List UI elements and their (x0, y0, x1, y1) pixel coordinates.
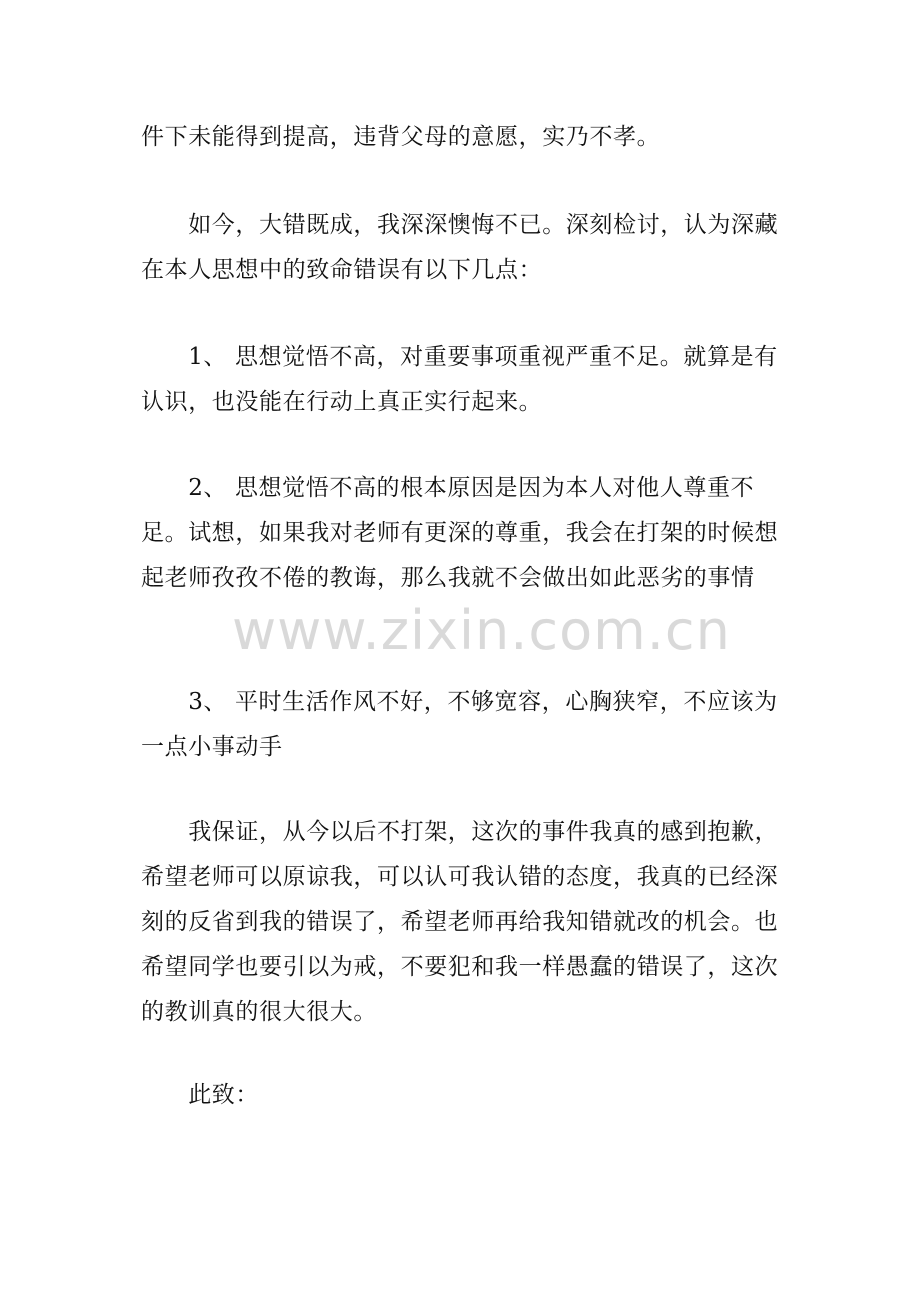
paragraph-regret: 如今，大错既成，我深深懊悔不已。深刻检讨，认为深藏在本人思想中的致命错误有以下几点： (141, 212, 779, 283)
paragraph-promise: 我保证，从今以后不打架，这次的事件我真的感到抱歉，希望老师可以原谅我，可以认可我认错的态度，我真的已经深刻的反省到我的错误了，希望老师再给我知错就改的机会。也希望同学也要引以为戒，不要犯和我一样愚蠢的错误了，这次的教训真的很大很大。 (141, 819, 779, 1025)
paragraph-point-3: 3、 平时生活作风不好，不够宽容，心胸狭窄，不应该为一点小事动手 (141, 689, 778, 760)
paragraph-continuation: 件下未能得到提高，违背父母的意愿，实乃不孝。 (141, 124, 661, 150)
paragraph-point-2: 2、 思想觉悟不高的根本原因是因为本人对他人尊重不足。试想，如果我对老师有更深的尊重，我会在打架的时候想起老师孜孜不倦的教诲，那么我就不会做出如此恶劣的事情 (141, 475, 779, 591)
paragraph-closing: 此致： (141, 1082, 259, 1108)
watermark-text: www.zixin.com.cn (232, 599, 731, 662)
paragraph-point-1: 1、 思想觉悟不高，对重要事项重视严重不足。就算是有认识，也没能在行动上真正实行起来。 (141, 344, 778, 415)
